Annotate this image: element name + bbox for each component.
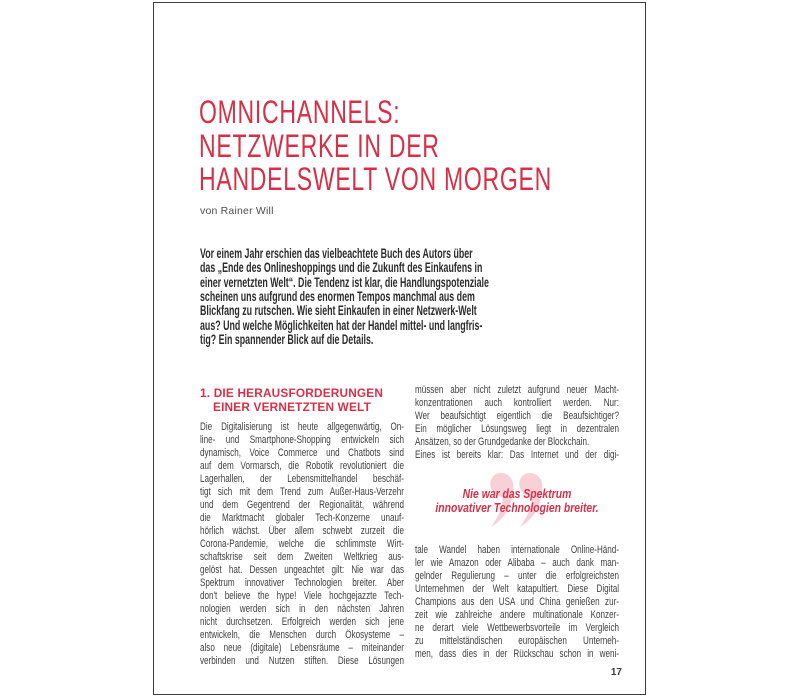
text-line: schaftskrise seit dem Zweiten Weltkrieg aus- — [200, 551, 404, 563]
text-line: ler wie Amazon oder Alibaba – auch dank man- — [415, 557, 619, 569]
text-line: HANDELSWELT VON MORGEN — [199, 161, 552, 197]
text-line: Blickfang zu rutschen. Wie sieht Einkaufen in einer Netzwerk-Welt — [200, 303, 477, 319]
text-line: auf dem Vormarsch, die Robotik revolutioniert die — [200, 460, 404, 472]
text-line: Spektrum innovativer Technologien breiter. Aber — [200, 577, 404, 589]
text-line: Wer beaufsichtigt eigentlich die Beaufsichtiger? — [415, 410, 619, 422]
text-line: Unternehmen der Welt katapultiert. Diese Digital — [415, 583, 619, 595]
text-line: einer vernetzten Welt“. Die Tendenz ist klar, die Handlungspotenziale — [200, 274, 489, 290]
right-column-top — [415, 384, 619, 462]
text-line: scheinen uns aufgrund des enormen Tempos manchmal aus dem — [200, 289, 475, 305]
text-line: und dem Gegentrend der Regionalität, während — [200, 499, 404, 511]
text-line: NETZWERKE IN DER — [199, 127, 440, 164]
pull-quote — [415, 466, 619, 544]
text-line: line- und Smartphone-Shopping entwickeln sich — [200, 434, 404, 446]
text-line: Lagerhallen, der Lebensmittelhandel beschäf- — [200, 473, 404, 485]
text-line: Die Digitalisierung ist heute allgegenwärtig, On- — [200, 421, 404, 433]
pull-quote-text — [415, 466, 619, 515]
text-line: müssen aber nicht zuletzt aufgrund neuer Macht- — [415, 384, 619, 396]
text-line: Ansätzen, so der Grundgedanke der Blockchain. — [415, 436, 590, 448]
text-line: Nie war das Spektrum — [462, 486, 572, 501]
text-line: 1. DIE HERAUSFORDERUNGEN — [200, 386, 384, 400]
text-line: dynamisch, Voice Commerce und Chatbots sind — [200, 447, 404, 459]
text-line: men, dass dies in der Rückschau schon in weni- — [415, 648, 619, 660]
text-line: tigt sich mit dem Trend zum Außer-Haus-Verzehr — [200, 486, 404, 498]
text-line: gelnder Regulierung – unter die erfolgreichsten — [415, 570, 619, 582]
text-line: nicht durchsetzen. Erfolgreich werden sich jene — [200, 616, 404, 628]
text-line: innovativer Technologien breiter. — [435, 500, 599, 515]
intro-paragraph — [200, 247, 638, 347]
text-line: zu mittelständischen europäischen Unterneh- — [415, 635, 619, 647]
text-line: ne derart viele Wettbewerbsvorteile im Vergleich — [415, 622, 619, 634]
text-line: Vor einem Jahr erschien das vielbeachtete Buch des Autors über — [200, 246, 473, 261]
text-line: zeit wie zahlreiche andere multinationale Konzer- — [415, 609, 619, 621]
text-line: don't believe the hype! Viele hochgejazzte Tech- — [200, 590, 404, 602]
section-heading — [200, 387, 383, 414]
left-column — [200, 421, 404, 668]
text-line: tig? Ein spannender Blick auf die Details. — [200, 332, 374, 348]
text-line: nologien werden sich in den nächsten Jahren — [200, 603, 404, 615]
text-line: tale Wandel haben internationale Online-Händ- — [415, 544, 619, 556]
text-line: Corona-Pandemie, welche die schlimmste Wirt- — [200, 538, 404, 550]
text-line: EINER VERNETZTEN WELT — [213, 399, 371, 414]
text-line: OMNICHANNELS: — [199, 94, 401, 130]
page-number: 17 — [610, 667, 622, 678]
text-line: Ein möglicher Lösungsweg liegt in dezentralen — [415, 423, 619, 435]
page-sheet — [153, 2, 646, 695]
text-line: verbinden und Nutzen stiften. Diese Lösungen — [200, 655, 404, 667]
text-line: Eines ist bereits klar: Das Internet und der digi- — [415, 449, 619, 461]
text-line: das „Ende des Onlineshoppings und die Zukunft des Einkaufens in — [200, 260, 483, 276]
text-line: also neue (digitale) Lebensräume – miteinander — [200, 642, 404, 654]
right-column-bottom — [415, 544, 619, 661]
text-line: Champions aus den USA und China genießen zur- — [415, 596, 619, 608]
text-line: konzentrationen auch kontrolliert werden. Nur: — [415, 397, 619, 409]
text-line: entwickeln, die Menschen durch Ökosysteme – — [200, 629, 404, 641]
text-line: gelöst hat. Dessen ungeachtet gilt: Nie war das — [200, 564, 404, 576]
text-line: die Marktmacht globaler Tech-Konzerne unauf- — [200, 512, 404, 524]
text-line: hörlich wächst. Über allem schwebt zurzeit die — [200, 525, 404, 537]
byline: von Rainer Will — [200, 205, 274, 217]
article-title — [199, 96, 689, 197]
text-line: aus? Und welche Möglichkeiten hat der Handel mittel- und langfris- — [200, 317, 483, 333]
